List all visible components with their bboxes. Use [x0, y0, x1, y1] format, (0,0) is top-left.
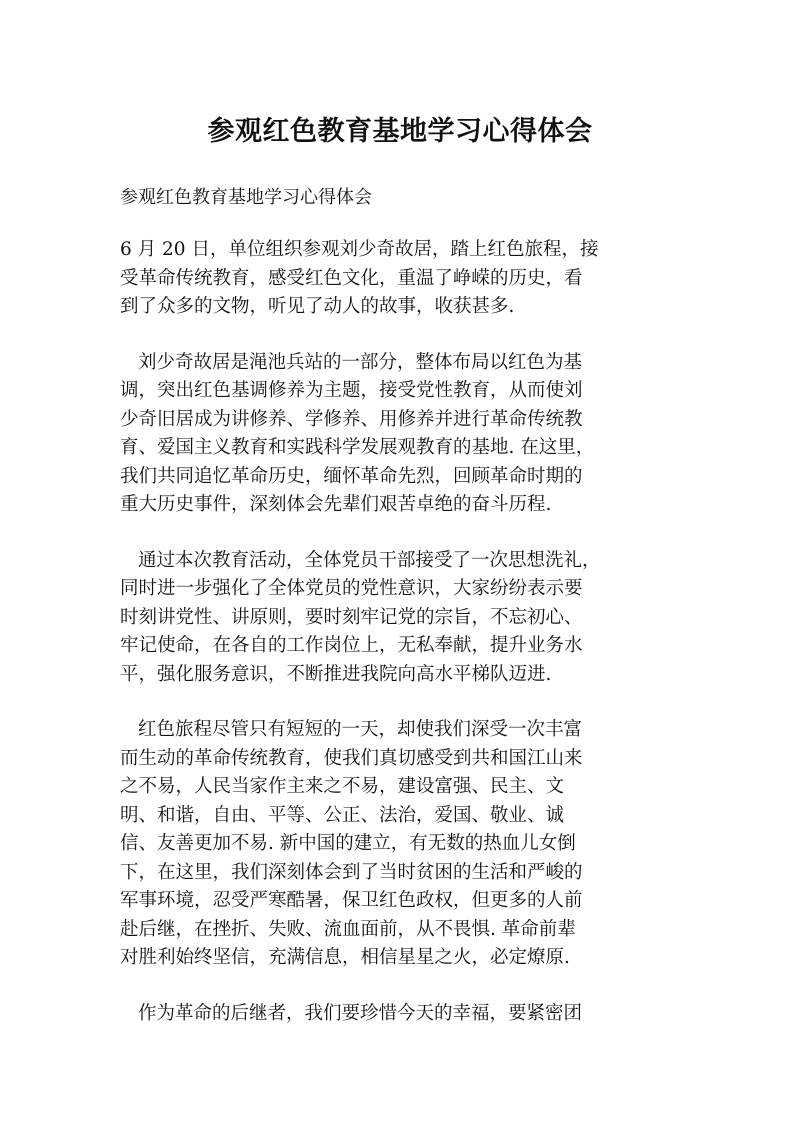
paragraph-line: 通过本次教育活动，全体党员干部接受了一次思想洗礼， — [138, 549, 601, 571]
paragraph-line: 红色旅程尽管只有短短的一天，却使我们深受一次丰富 — [138, 719, 583, 740]
paragraph-4 — [120, 716, 680, 973]
paragraph-line: 牢记使命，在各自的工作岗位上，无私奉献，提升业务水 — [120, 635, 583, 656]
paragraph-line: 对胜利始终坚信，充满信息，相信星星之火，必定燎原. — [120, 947, 570, 968]
paragraph-2 — [120, 349, 680, 520]
paragraph-line: 6 月 20 日，单位组织参观刘少奇故居，踏上红色旅程，接 — [120, 239, 599, 260]
paragraph-line: 我们共同追忆革命历史，缅怀革命先烈，回顾革命时期的 — [120, 465, 583, 487]
paragraph-line: 下，在这里，我们深刻体会到了当时贫困的生活和严峻的 — [120, 861, 583, 883]
paragraph-line: 军事环境，忍受严寒酷暑，保卫红色政权，但更多的人前 — [120, 890, 583, 911]
paragraph-line: 平，强化服务意识，不断推进我院向高水平梯队迈进. — [120, 663, 552, 685]
paragraph-5 — [120, 1000, 680, 1029]
paragraph-line: 少奇旧居成为讲修养、学修养、用修养并进行革命传统教 — [120, 408, 583, 430]
document-body — [120, 236, 680, 1055]
paragraph-line: 明、和谐，自由、平等、公正、法治，爱国、敬业、诚 — [120, 804, 565, 826]
paragraph-3 — [120, 547, 680, 690]
document-title: 参观红色教育基地学习心得体会 — [207, 116, 593, 147]
paragraph-line: 调，突出红色基调修养为主题，接受党性教育，从而使刘 — [120, 380, 583, 401]
paragraph-line: 育、爱国主义教育和实践科学发展观教育的基地. 在这里， — [120, 437, 595, 458]
paragraph-line: 作为革命的后继者，我们要珍惜今天的幸福，要紧密团 — [138, 1002, 583, 1024]
paragraph-1 — [120, 236, 680, 322]
paragraph-line: 同时进一步强化了全体党员的党性意识，大家纷纷表示要 — [120, 578, 583, 599]
paragraph-line: 重大历史事件，深刻体会先辈们艰苦卓绝的奋斗历程. — [120, 494, 552, 515]
paragraph-line: 而生动的革命传统教育，使我们真切感受到共和国江山来 — [120, 747, 583, 769]
paragraph-line: 赴后继，在挫折、失败、流血面前，从不畏惧. 革命前辈 — [120, 918, 576, 940]
document-subtitle: 参观红色教育基地学习心得体会 — [120, 187, 372, 208]
paragraph-line: 刘少奇故居是渑池兵站的一部分，整体布局以红色为基 — [138, 351, 583, 373]
paragraph-line: 受革命传统教育，感受红色文化，重温了峥嵘的历史，看 — [120, 267, 583, 289]
paragraph-line: 到了众多的文物，听见了动人的故事，收获甚多. — [120, 296, 515, 317]
paragraph-line: 时刻讲党性、讲原则，要时刻牢记党的宗旨，不忘初心、 — [120, 606, 583, 628]
paragraph-line: 之不易，人民当家作主来之不易，建设富强、民主、文 — [120, 776, 565, 797]
paragraph-line: 信、友善更加不易. 新中国的建立，有无数的热血儿女倒 — [120, 833, 576, 854]
